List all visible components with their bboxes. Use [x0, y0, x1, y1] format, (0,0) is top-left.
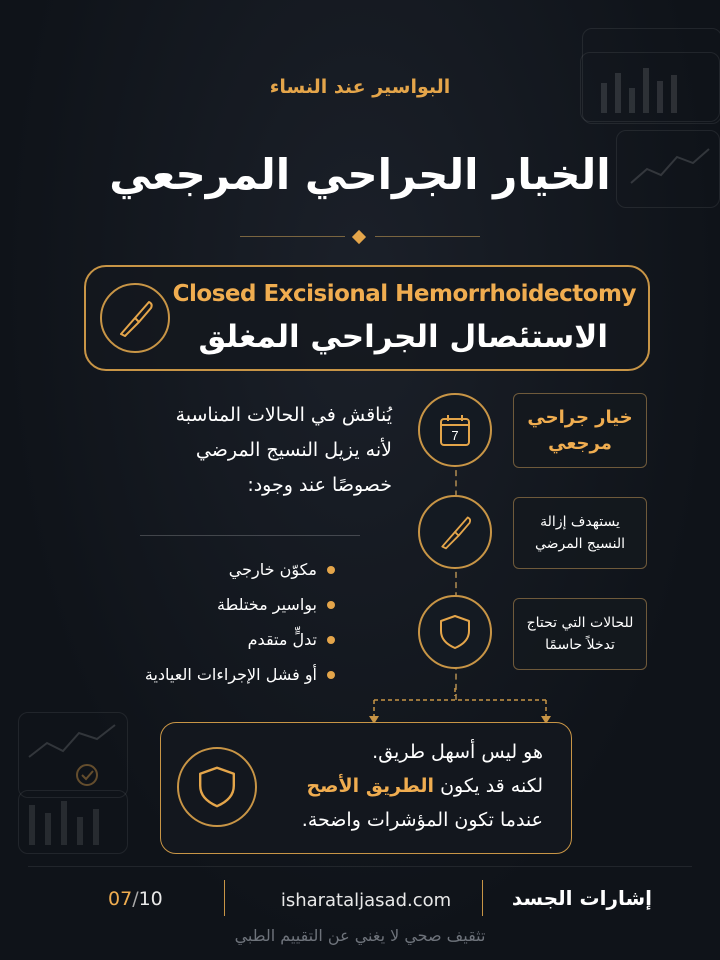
step-label-line: للحالات التي تحتاج [526, 615, 634, 631]
conclusion-line: هو ليس أسهل طريق. [372, 741, 543, 763]
indication-list [145, 552, 335, 692]
bar-chart-decoration-icon [19, 791, 129, 855]
list-item [145, 552, 335, 587]
list-item-label: تدلٍّ متقدم [247, 630, 317, 649]
footer-separator [224, 880, 225, 916]
intro-line: لأنه يزيل النسيج المرضي [195, 439, 392, 461]
title-divider [240, 230, 480, 244]
shield-icon [418, 595, 492, 669]
list-item [145, 622, 335, 657]
procedure-card [84, 265, 650, 371]
list-item [145, 657, 335, 692]
divider [140, 535, 360, 536]
step-label-line: يستهدف إزالة [540, 514, 620, 530]
calendar-icon [418, 393, 492, 467]
list-item-label: بواسير مختلطة [216, 595, 317, 614]
step-label-line: تدخلاً حاسمًا [545, 637, 615, 653]
footer-separator [482, 880, 483, 916]
disclaimer: تثقيف صحي لا يغني عن التقييم الطبي [234, 926, 486, 945]
conclusion-card [160, 722, 572, 854]
line-chart-decoration-icon [19, 713, 129, 799]
step-label-decisive [513, 598, 647, 670]
decorative-panel [18, 712, 128, 798]
step-label-reference [513, 393, 647, 468]
decorative-panel [18, 790, 128, 854]
bullet-dot-icon [327, 636, 335, 644]
bullet-dot-icon [327, 671, 335, 679]
intro-text [92, 398, 392, 503]
step-label-removal [513, 497, 647, 569]
website-link[interactable]: isharataljasad.com [280, 890, 452, 911]
shield-icon [177, 747, 257, 827]
bullet-dot-icon [327, 566, 335, 574]
step-label-line: مرجعي [548, 432, 612, 454]
brand-name: إشارات الجسد [511, 886, 652, 910]
scalpel-icon [418, 495, 492, 569]
step-label-line: خيار جراحي [527, 406, 633, 428]
list-item-label: مكوّن خارجي [228, 560, 317, 579]
bullet-dot-icon [327, 601, 335, 609]
step-label-line: النسيج المرضي [534, 536, 626, 552]
procedure-title-ar: الاستئصال الجراحي المغلق [198, 319, 608, 355]
footer-divider [28, 866, 692, 867]
conclusion-line: عندما تكون المؤشرات واضحة. [301, 809, 543, 831]
page-indicator [108, 888, 163, 910]
conclusion-text [302, 735, 543, 837]
page-total: 10 [138, 888, 163, 910]
conclusion-line [302, 769, 543, 803]
list-item-label: أو فشل الإجراءات العيادية [144, 665, 317, 684]
kicker-title: البواسير عند النساء [269, 76, 451, 98]
intro-line: خصوصًا عند وجود: [247, 474, 392, 496]
procedure-title-en: Closed Excisional Hemorrhoidectomy [172, 281, 636, 307]
conclusion-highlight: الطريق الأصح [306, 775, 435, 797]
page-separator: / [132, 888, 139, 910]
intro-line: يُناقش في الحالات المناسبة [175, 404, 392, 426]
scalpel-icon [100, 283, 170, 353]
list-item [145, 587, 335, 622]
page-title: الخيار الجراحي المرجعي [109, 150, 611, 199]
page-current: 07 [108, 888, 133, 910]
conclusion-prefix: لكنه قد يكون [434, 775, 543, 797]
calendar-day: 7 [451, 428, 459, 443]
